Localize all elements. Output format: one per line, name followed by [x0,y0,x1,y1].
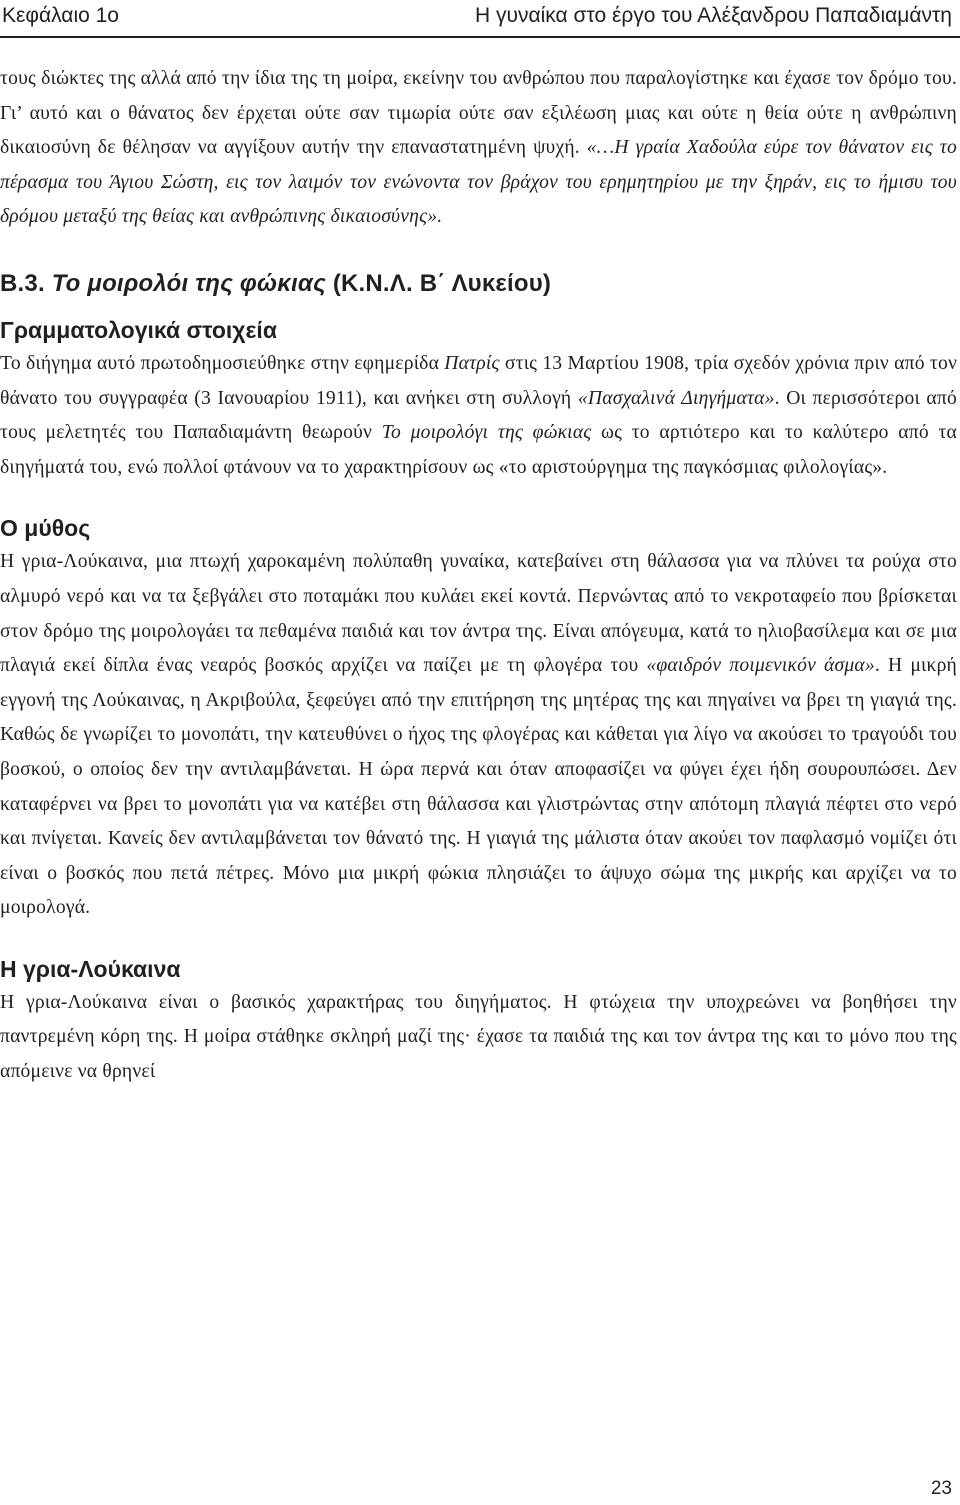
section-heading [0,269,957,299]
literary-paragraph [0,347,957,485]
collection-name: «Πασχαλινά Διηγήματα» [577,387,775,409]
myth-heading: Ο μύθος [0,515,91,542]
intro-text: τους διώκτες της αλλά από την ίδια της τη μοίρα, εκείνην του ανθρώπου που παραλογίστηκε και έχασε τον δρόμο του. Γι’ αυτό και ο θάνατος δεν έρχεται ούτε σαν τιμωρία ούτε σαν εξιλέωση μιας και ούτε η θεία ούτε η ανθρώπινη δικαιοσύνη δε θέλησαν να αγγίξουν αυτήν την επαναστατημένη ψυχή. [0,68,957,159]
story-name: Το μοιρολόγι της φώκιας [381,422,592,444]
character-heading: Η γρια-Λούκαινα [0,955,181,982]
section-title-rest: (Κ.Ν.Λ. Β΄ Λυκείου) [332,269,552,297]
myth-text-2: . Η μικρή εγγονή της Λούκαινας, η Ακριβούλα, ξεφεύγει από την επιτήρηση της μητέρας της και πηγαίνει να βρει τη γιαγιά της. Καθώς δε γνωρίζει το μονοπάτι, την κατευθύνει ο ήχος της φλογέρας και κάθεται για λίγο να ακούσει το τραγούδι του βοσκού, ο οποίος δεν την αντιλαμβάνεται. Η ώρα περνά και όταν αποφασίζει να φύγει έχει ήδη σουρουπώσει. Δεν καταφέρνει να βρει το μονοπάτι για να κατέβει στη θάλασσα και γλιστρώντας στην απότομη πλαγιά πέφτει στο νερό και πνίγεται. Κανείς δεν αντιλαμβάνεται τον θάνατό της. Η γιαγιά της μάλιστα όταν ακούει τον παφλασμό νομίζει ότι είναι ο βοσκός που πετά πέτρες. Μόνο μια μικρή φώκια πλησιάζει το άψυχο σώμα της μικρής και αρχίζει να το μοιρολογά. [0,655,957,919]
newspaper-name: Πατρίς [444,352,500,374]
literary-text-4: ως το αρτιότερο και το καλύτερο από τα διηγήματά του, ενώ πολλοί φτάνουν να το χαρακτηρίσουν ως «το αριστούργημα της παγκόσμιας φιλολογίας». [0,422,957,478]
literary-text-1: Το διήγημα αυτό πρωτοδημοσιεύθηκε στην εφημερίδα [0,352,445,374]
literary-heading: Γραμματολογικά στοιχεία [0,316,277,343]
section-number: Β.3. [0,269,45,297]
literary-text-3: . Οι περισσότεροι από τους μελετητές του Παπαδιαμάντη θεωρούν [0,387,957,444]
chapter-title: Η γυναίκα στο έργο του Αλέξανδρου Παπαδιαμάντη [475,4,952,27]
literary-text-2: στις 13 Μαρτίου 1908, τρία σχεδόν χρόνια πριν από τον θάνατο του συγγραφέα (3 Ιανουαρίου 1911), και ανήκει στη συλλογή [0,352,958,409]
song-quote: «φαιδρόν ποιμενικόν άσμα» [646,655,875,677]
intro-paragraph [0,62,957,235]
myth-text-1: Η γρια-Λούκαινα, μια πτωχή χαροκαμένη πολύπαθη γυναίκα, κατεβαίνει στη θάλασσα για να πλύνει τα ρούχα στο αλμυρό νερό και να τα ξεβγάλει στο ποταμάκι που κυλάει εκεί κοντά. Περνώντας από το νεκροταφείο που βρίσκεται στον δρόμο της μοιρολογάει τα πεθαμένα παιδιά και τον άντρα της. Είναι απόγευμα, κατά το ηλιοβασίλεμα και σε μια πλαγιά εκεί δίπλα ένας νεαρός βοσκός αρχίζει να παίζει με τη φλογέρα του [0,551,957,677]
intro-quote: «…Η γραία Χαδούλα εύρε τον θάνατον εις το πέρασμα του Άγιου Σώστη, εις τον λαιμόν τον ενώνοντα τον βράχον του ερημητηρίου με την ξηράν, εις το ήμισυ του δρόμου μεταξύ της θείας και ανθρώπινης δικαιοσύνης». [0,137,957,228]
section-title-italic: Το μοιρολόι της φώκιας [51,269,326,297]
running-header [0,0,960,40]
page-number: 23 [930,1478,952,1499]
header-rule [0,36,960,38]
myth-paragraph [0,545,957,926]
chapter-label: Κεφάλαιο 1ο [2,4,119,27]
page-body [0,62,957,1090]
character-paragraph: Η γρια-Λούκαινα είναι ο βασικός χαρακτήρας του διηγήματος. Η φτώχεια την υποχρεώνει να βοηθήσει την παντρεμένη κόρη της. Η μοίρα στάθηκε σκληρή μαζί της· έχασε τα παιδιά της και τον άντρα της και το μόνο που της απόμεινε να θρηνεί [0,991,957,1083]
